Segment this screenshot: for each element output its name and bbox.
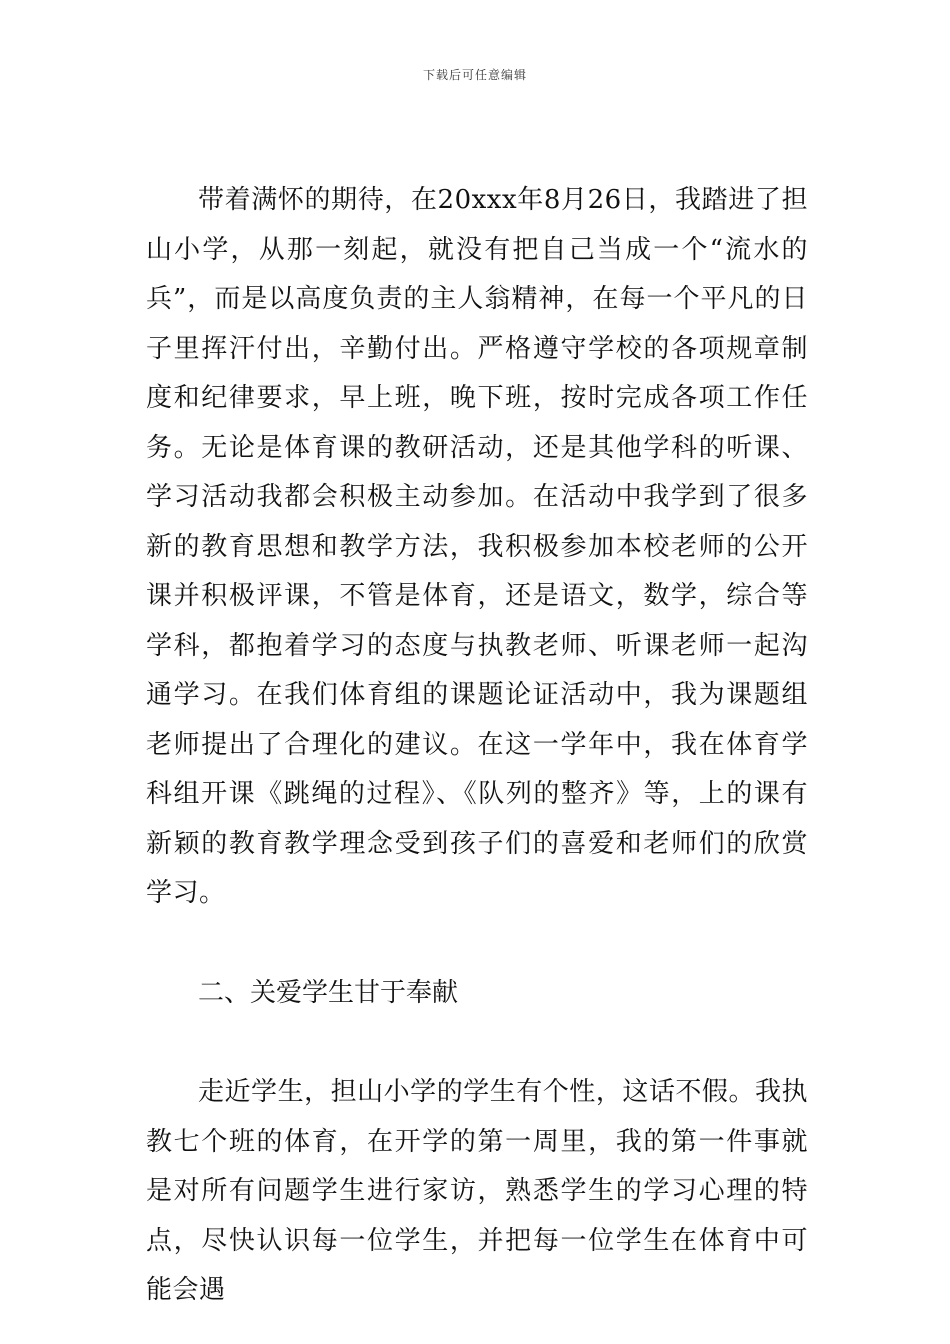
body-paragraph: 带着满怀的期待，在20xxx年8月26日，我踏进了担山小学，从那一刻起，就没有把自己当成一个“流水的兵”，而是以高度负责的主人翁精神，在每一个平凡的日子里挥汗付出，辛勤付出。严格遵守学校的各项规章制度和纪律要求，早上班，晚下班，按时完成各项工作任务。无论是体育课的教研活动，还是其他学科的听课、学习活动我都会积极主动参加。在活动中我学到了很多新的教育思想和教学方法，我积极参加本校老师的公开课并积极评课，不管是体育，还是语文，数学，综合等学科，都抱着学习的态度与执教老师、听课老师一起沟通学习。在我们体育组的课题论证活动中，我为课题组老师提出了合理化的建议。在这一学年中，我在体育学科组开课《跳绳的过程》、《队列的整齐》等，上的课有新颖的教育教学理念受到孩子们的喜爱和老师们的欣赏学习。: [146, 185, 808, 908]
body-paragraph: 走近学生，担山小学的学生有个性，这话不假。我执教七个班的体育，在开学的第一周里，我的第一件事就是对所有问题学生进行家访，熟悉学生的学习心理的特点，尽快认识每一位学生，并把每一位学生在体育中可能会遇: [146, 1077, 808, 1305]
section-heading: 二、关爱学生甘于奉献: [198, 977, 459, 1008]
document-body: [146, 176, 808, 1316]
header-note: 下载后可任意编辑: [422, 68, 527, 82]
